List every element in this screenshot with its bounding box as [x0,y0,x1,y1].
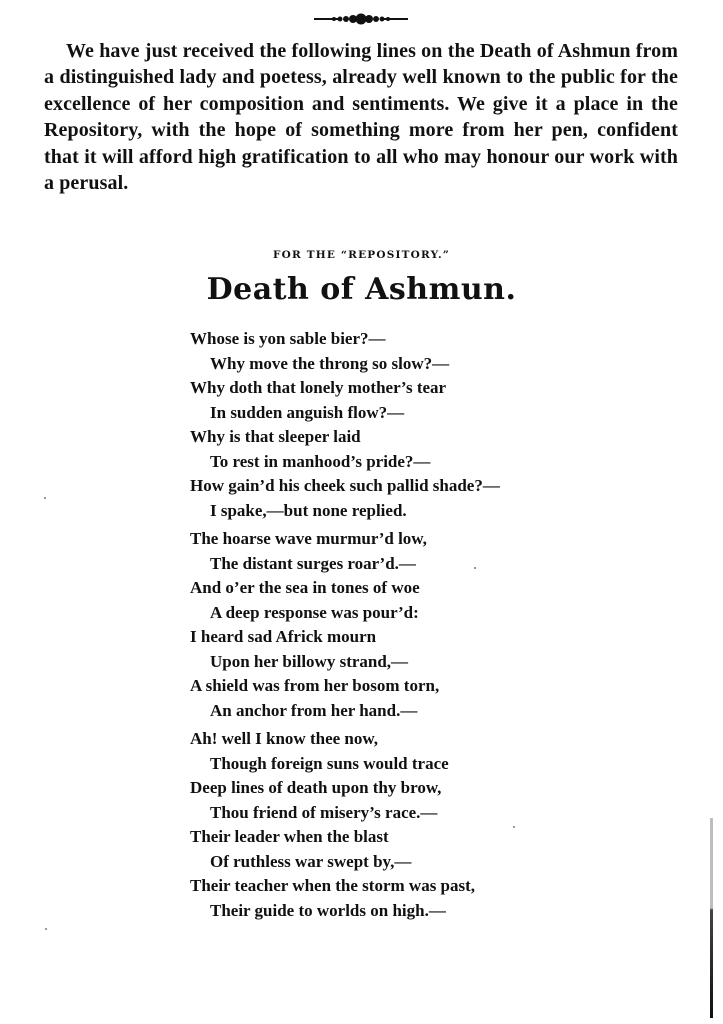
scan-speck [513,826,515,828]
poem-line: The distant surges roar’d.— [210,553,416,573]
poem-line: And o’er the sea in tones of woe [190,578,420,597]
poem-title: Death of Ashmun. [206,272,517,307]
poem-line: A deep response was pour’d: [210,602,419,622]
scan-speck [45,928,47,930]
subheading: FOR THE “REPOSITORY.” [272,249,451,261]
poem-line: Why move the throng so slow?— [210,353,450,373]
scan-speck [474,567,476,569]
poem-line: Why doth that lonely mother’s tear [190,378,447,397]
poem-line: Upon her billowy strand,— [210,651,409,671]
poem-line: An anchor from her hand.— [210,700,418,720]
stanza [190,327,590,523]
stanza [190,527,590,723]
page-edge-mark [710,818,713,1018]
poem-line: Thou friend of misery’s race.— [210,802,438,822]
poem-line: To rest in manhood’s pride?— [210,451,431,471]
poem-line: I spake,—but none replied. [210,500,407,520]
poem-line: Whose is yon sable bier?— [190,329,386,348]
poem-line: A shield was from her bosom torn, [190,676,440,695]
poem-line: Deep lines of death upon thy brow, [190,778,442,797]
poem-line: In sudden anguish flow?— [210,402,405,422]
poem-line: Though foreign suns would trace [210,753,449,773]
poem-line: Their teacher when the storm was past, [190,876,476,895]
poem-line: How gain’d his cheek such pallid shade?— [190,476,500,495]
intro-text: We have just received the following lines on the Death of Ashmun from a distinguished lady and poetess, already well known to the public for the excellence of her composition and sentiments. We give it a place in the Repository, with the hope of something more from her pen, confident that it will afford high gratification to all who may honour our work with a perusal. [44,40,678,195]
poem-line: Their guide to worlds on high.— [210,900,446,920]
poem-line: I heard sad Africk mourn [190,627,377,646]
scan-speck [44,497,46,499]
poem-line: Why is that sleeper laid [190,427,361,446]
poem-line: The hoarse wave murmur’d low, [190,529,427,548]
poem-body [190,327,590,927]
poem-line: Ah! well I know thee now, [190,729,378,748]
decorative-ornament-icon [312,9,410,27]
poem-line: Their leader when the blast [190,827,389,846]
stanza [190,727,590,923]
poem-line: Of ruthless war swept by,— [210,851,412,871]
intro-paragraph [44,38,678,196]
